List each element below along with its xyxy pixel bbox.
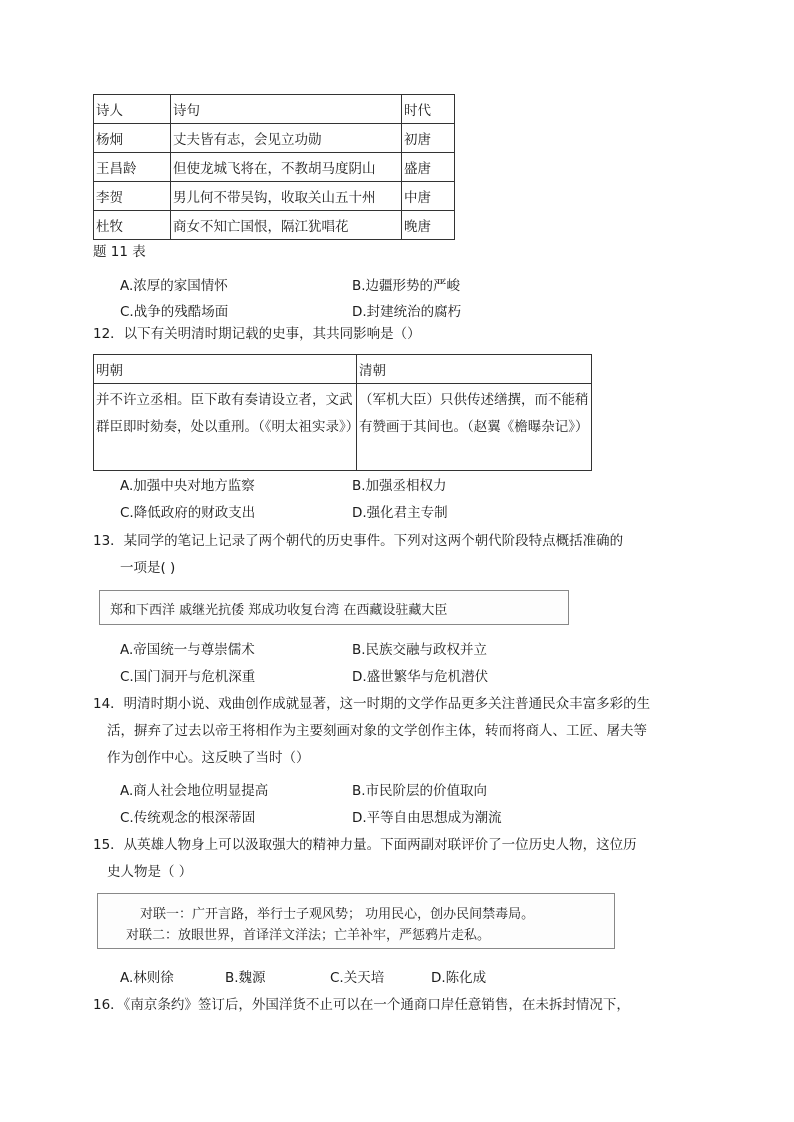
q13-event-box bbox=[99, 590, 569, 625]
table-row bbox=[94, 211, 455, 240]
q12-option-b[interactable]: B.加强丞相权力 bbox=[352, 478, 447, 494]
table-cell: 杜牧 bbox=[94, 211, 171, 240]
q15-option-c[interactable]: C.关天培 bbox=[330, 970, 385, 986]
q14-stem-line2: 活，摒弃了过去以帝王将相作为主要刻画对象的文学创作主体，转而将商人、工匠、屠夫等 bbox=[107, 723, 647, 739]
q13-option-a[interactable]: A.帝国统一与尊崇儒术 bbox=[120, 642, 255, 658]
table-cell: 李贺 bbox=[94, 182, 171, 211]
q11-option-c[interactable]: C.战争的残酷场面 bbox=[120, 304, 229, 320]
q14-stem-line3: 作为创作中心。这反映了当时（） bbox=[107, 750, 310, 766]
qing-quote: （军机大臣）只供传述缮撰，而不能稍有赞画于其间也。（赵翼《檐曝杂记》） bbox=[359, 392, 589, 435]
q14-option-a[interactable]: A.商人社会地位明显提高 bbox=[120, 783, 269, 799]
table-header-row bbox=[94, 95, 455, 124]
q12-option-c[interactable]: C.降低政府的财政支出 bbox=[120, 505, 256, 521]
table-caption: 题 11 表 bbox=[93, 244, 146, 260]
table-header-row bbox=[94, 355, 592, 384]
q13-stem-line2: 一项是( ) bbox=[120, 560, 176, 576]
ming-quote: 并不许立丞相。臣下敢有奏请设立者，文武群臣即时劾奏，处以重刑。（《明太祖实录》） bbox=[96, 392, 360, 435]
table-cell: 初唐 bbox=[402, 124, 455, 153]
q15-option-b[interactable]: B.魏源 bbox=[225, 970, 266, 986]
table-cell: 中唐 bbox=[402, 182, 455, 211]
table-header-cell: 清朝 bbox=[357, 355, 592, 384]
ming-qing-table bbox=[93, 354, 592, 471]
table-row bbox=[94, 182, 455, 211]
poem-table bbox=[93, 94, 455, 240]
q15-couplet-box bbox=[97, 893, 615, 949]
table-cell bbox=[357, 384, 592, 471]
q14-option-b[interactable]: B.市民阶层的价值取向 bbox=[352, 783, 488, 799]
q13-stem-line1: 13．某同学的笔记上记录了两个朝代的历史事件。下列对这两个朝代阶段特点概括准确的 bbox=[93, 533, 624, 549]
table-cell: 丈夫皆有志，会见立功勋 bbox=[171, 124, 402, 153]
q11-option-b[interactable]: B.边疆形势的严峻 bbox=[352, 278, 461, 294]
q15-stem-line1: 15．从英雄人物身上可以汲取强大的精神力量。下面两副对联评价了一位历史人物，这位历 bbox=[93, 837, 637, 853]
q11-option-a[interactable]: A.浓厚的家国情怀 bbox=[120, 278, 228, 294]
table-cell: 男儿何不带吴钩，收取关山五十州 bbox=[171, 182, 402, 211]
q13-option-d[interactable]: D.盛世繁华与危机潜伏 bbox=[352, 669, 489, 685]
q12-option-a[interactable]: A.加强中央对地方监察 bbox=[120, 478, 255, 494]
q11-option-d[interactable]: D.封建统治的腐朽 bbox=[352, 304, 462, 320]
q14-option-c[interactable]: C.传统观念的根深蒂固 bbox=[120, 810, 256, 826]
q16-stem-line1: 16．《南京条约》签订后，外国洋货不止可以在一个通商口岸任意销售，在未拆封情况下， bbox=[93, 997, 630, 1013]
q13-option-b[interactable]: B.民族交融与政权并立 bbox=[352, 642, 488, 658]
q15-couplet-2: 对联二：放眼世界，首译洋文洋法；亡羊补牢，严惩鸦片走私。 bbox=[126, 928, 491, 943]
table-cell: 王昌龄 bbox=[94, 153, 171, 182]
table-row bbox=[94, 384, 592, 471]
table-header-cell: 诗人 bbox=[94, 95, 171, 124]
table-row bbox=[94, 124, 455, 153]
q15-couplet-1: 对联一：广开言路，举行士子观风势； 功用民心，创办民间禁毒局。 bbox=[140, 907, 535, 922]
table-cell: 晚唐 bbox=[402, 211, 455, 240]
q13-option-c[interactable]: C.国门洞开与危机深重 bbox=[120, 669, 256, 685]
table-cell bbox=[94, 384, 360, 471]
table-cell: 盛唐 bbox=[402, 153, 455, 182]
q13-event-text: 郑和下西洋 戚继光抗倭 郑成功收复台湾 在西藏设驻藏大臣 bbox=[110, 603, 448, 618]
q15-option-d[interactable]: D.陈化成 bbox=[431, 970, 487, 986]
q15-stem-line2: 史人物是（ ） bbox=[107, 864, 193, 880]
table-header-cell: 时代 bbox=[402, 95, 455, 124]
q14-option-d[interactable]: D.平等自由思想成为潮流 bbox=[352, 810, 502, 826]
q12-stem: 12．以下有关明清时期记载的史事，其共同影响是（） bbox=[93, 326, 421, 342]
q12-option-d[interactable]: D.强化君主专制 bbox=[352, 505, 448, 521]
q14-stem-line1: 14．明清时期小说、戏曲创作成就显著，这一时期的文学作品更多关注普通民众丰富多彩的生 bbox=[93, 696, 651, 712]
table-header-cell: 明朝 bbox=[94, 355, 357, 384]
table-cell: 杨炯 bbox=[94, 124, 171, 153]
table-row bbox=[94, 153, 455, 182]
table-header-cell: 诗句 bbox=[171, 95, 402, 124]
table-cell: 商女不知亡国恨，隔江犹唱花 bbox=[171, 211, 402, 240]
table-cell: 但使龙城飞将在，不教胡马度阴山 bbox=[171, 153, 402, 182]
q15-option-a[interactable]: A.林则徐 bbox=[120, 970, 174, 986]
